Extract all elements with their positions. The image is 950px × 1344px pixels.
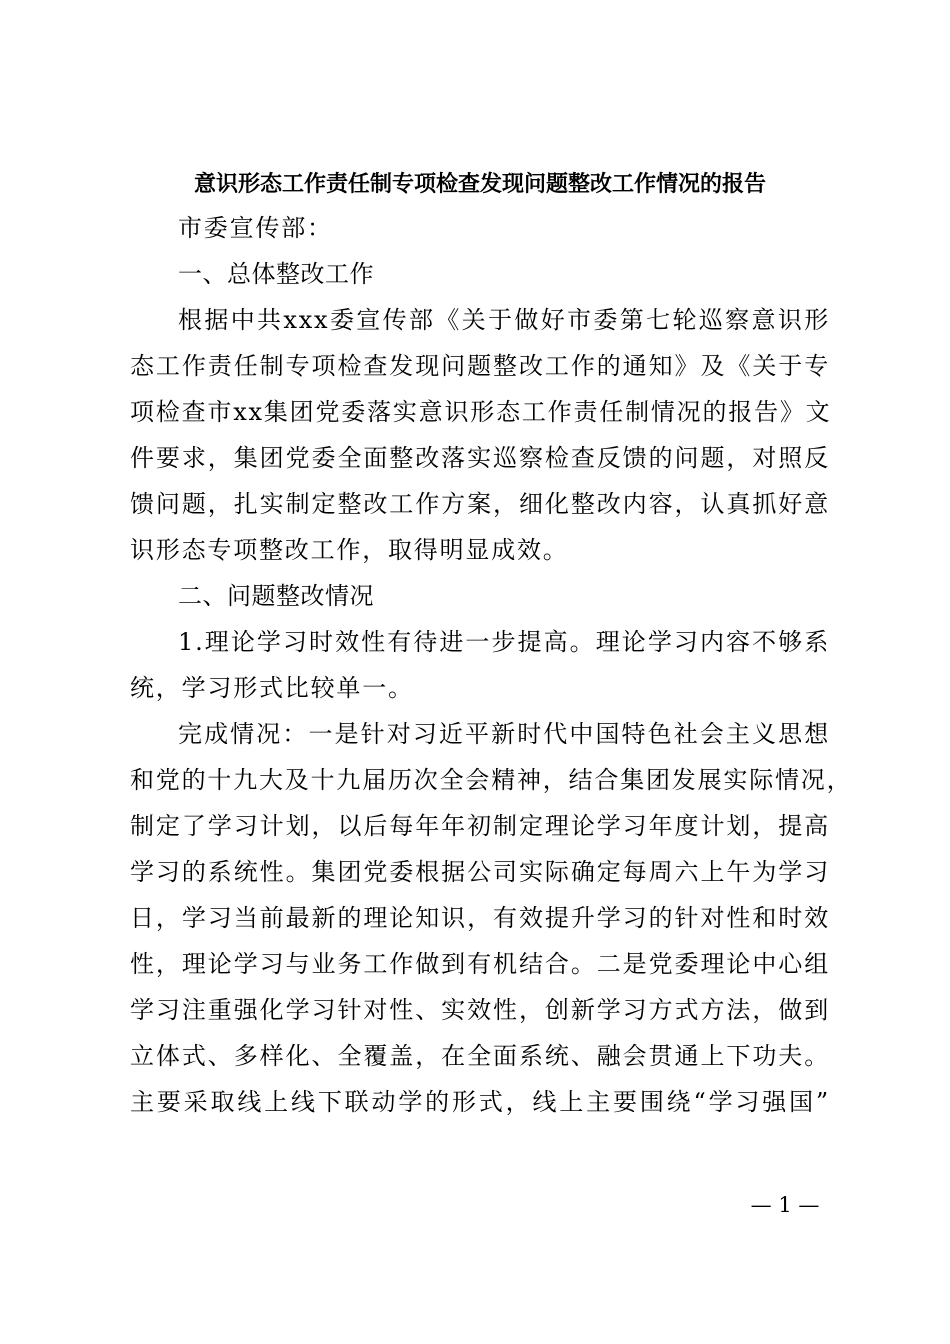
paragraph-problem-1: [130, 619, 830, 711]
paragraph-line: 日，学习当前最新的理论知识，有效提升学习的针对性和时效: [130, 904, 830, 932]
paragraph-line: 主要采取线上线下联动学的形式，线上主要围绕“学习强国”: [130, 1088, 830, 1116]
paragraph-line: 完成情况：一是针对习近平新时代中国特色社会主义思想: [178, 720, 830, 748]
paragraph-line: 和党的十九大及十九届历次全会精神，结合集团发展实际情况，: [130, 766, 853, 794]
paragraph-completion-status: [130, 711, 853, 1125]
paragraph-line: 根据中共xxx委宣传部《关于做好市委第七轮巡察意识形: [178, 306, 830, 334]
paragraph-line: 立体式、多样化、全覆盖，在全面系统、融会贯通上下功夫。: [130, 1042, 830, 1070]
paragraph-line: 学习的系统性。集团党委根据公司实际确定每周六上午为学习: [130, 858, 830, 886]
paragraph-line: 性，理论学习与业务工作做到有机结合。二是党委理论中心组: [130, 950, 830, 978]
paragraph-line: 态工作责任制专项检查发现问题整改工作的通知》及《关于专: [130, 352, 830, 380]
paragraph-line: 件要求，集团党委全面整改落实巡察检查反馈的问题，对照反: [130, 444, 830, 472]
paragraph-overall-rectification: [130, 297, 830, 573]
document-title: 意识形态工作责任制专项检查发现问题整改工作情况的报告: [193, 171, 766, 197]
section-heading-1: 一、总体整改工作: [178, 260, 374, 288]
paragraph-line: 统，学习形式比较单一。: [130, 674, 414, 702]
section-heading-2: 二、问题整改情况: [178, 582, 374, 610]
paragraph-line: 识形态专项整改工作，取得明显成效。: [130, 536, 569, 564]
paragraph-line: 项检查市xx集团党委落实意识形态工作责任制情况的报告》文: [130, 398, 832, 426]
paragraph-line: 制定了学习计划，以后每年年初制定理论学习年度计划，提高: [130, 812, 830, 840]
page-number: — 1 —: [750, 1193, 820, 1217]
paragraph-line: 学习注重强化学习针对性、实效性，创新学习方式方法，做到: [130, 996, 830, 1024]
paragraph-line: 1.理论学习时效性有待进一步提高。理论学习内容不够系: [178, 628, 830, 656]
salutation: 市委宣传部：: [178, 214, 333, 242]
document-body: [130, 163, 853, 1125]
paragraph-line: 馈问题，扎实制定整改工作方案，细化整改内容，认真抓好意: [130, 490, 830, 518]
